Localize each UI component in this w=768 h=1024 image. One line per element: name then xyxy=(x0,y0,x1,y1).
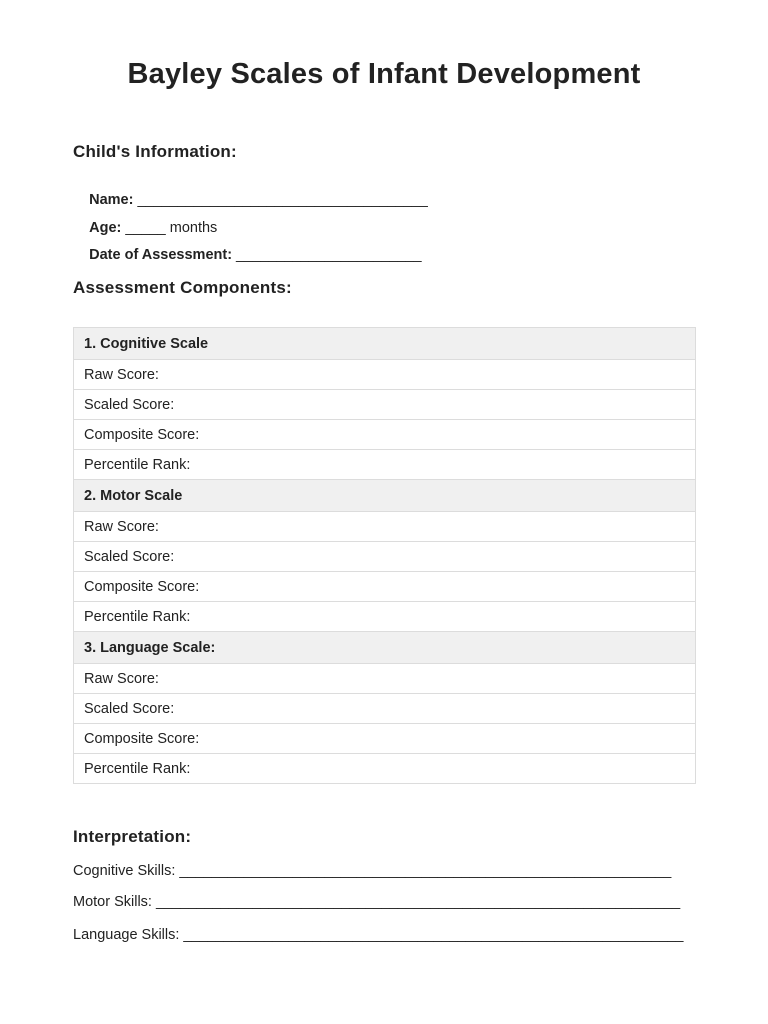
name-label: Name: xyxy=(89,192,134,208)
table-row xyxy=(74,602,696,632)
composite-score-cell[interactable]: Composite Score: xyxy=(74,420,696,450)
document-title: Bayley Scales of Infant Development xyxy=(127,58,641,90)
date-of-assessment-blank[interactable]: _______________________ xyxy=(232,247,422,263)
table-row xyxy=(74,512,696,542)
scale-title: 1. Cognitive Scale xyxy=(74,328,696,360)
percentile-rank-cell[interactable]: Percentile Rank: xyxy=(74,754,696,784)
table-row xyxy=(74,664,696,694)
raw-score-cell[interactable]: Raw Score: xyxy=(74,664,696,694)
scale-title: 3. Language Scale: xyxy=(74,632,696,664)
percentile-rank-cell[interactable]: Percentile Rank: xyxy=(74,450,696,480)
scaled-score-cell[interactable]: Scaled Score: xyxy=(74,694,696,724)
language-skills-field[interactable]: Language Skills: ______________________________________________________________ xyxy=(73,927,684,943)
scale-header-row xyxy=(74,328,696,360)
assessment-table xyxy=(73,327,696,784)
raw-score-cell[interactable]: Raw Score: xyxy=(74,512,696,542)
date-of-assessment-field[interactable] xyxy=(73,231,422,279)
table-row xyxy=(74,390,696,420)
table-row xyxy=(74,542,696,572)
scaled-score-cell[interactable]: Scaled Score: xyxy=(74,542,696,572)
table-row xyxy=(74,724,696,754)
table-row xyxy=(74,360,696,390)
table-row xyxy=(74,754,696,784)
table-row xyxy=(74,420,696,450)
name-blank[interactable]: ____________________________________ xyxy=(133,192,428,208)
age-blank[interactable]: _____ months xyxy=(121,220,218,236)
date-of-assessment-label: Date of Assessment: xyxy=(89,247,233,263)
composite-score-cell[interactable]: Composite Score: xyxy=(74,724,696,754)
table-row xyxy=(74,450,696,480)
composite-score-cell[interactable]: Composite Score: xyxy=(74,572,696,602)
childs-information-heading: Child's Information: xyxy=(73,142,237,161)
motor-skills-field[interactable]: Motor Skills: _________________________________________________________________ xyxy=(73,894,681,910)
table-row xyxy=(74,694,696,724)
age-label: Age: xyxy=(89,220,122,236)
scaled-score-cell[interactable]: Scaled Score: xyxy=(74,390,696,420)
scale-header-row xyxy=(74,632,696,664)
table-row xyxy=(74,572,696,602)
scale-title: 2. Motor Scale xyxy=(74,480,696,512)
cognitive-skills-field[interactable]: Cognitive Skills: _____________________________________________________________ xyxy=(73,863,672,879)
assessment-components-heading: Assessment Components: xyxy=(73,278,292,297)
interpretation-heading: Interpretation: xyxy=(73,827,192,846)
raw-score-cell[interactable]: Raw Score: xyxy=(74,360,696,390)
percentile-rank-cell[interactable]: Percentile Rank: xyxy=(74,602,696,632)
scale-header-row xyxy=(74,480,696,512)
